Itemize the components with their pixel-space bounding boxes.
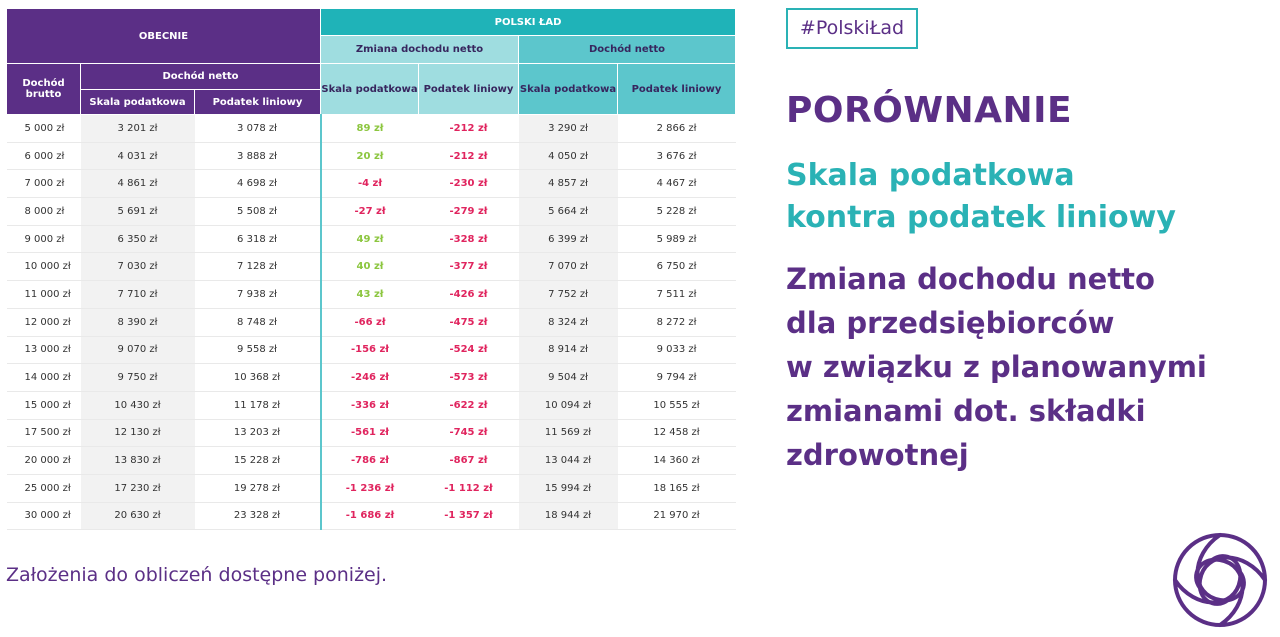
cell-change-scale: -27 zł	[321, 198, 419, 226]
table-row	[7, 253, 736, 281]
cell-new-scale: 5 664 zł	[519, 198, 618, 226]
table-body	[7, 115, 736, 530]
cell-current-flat: 7 128 zł	[195, 253, 321, 281]
cell-gross-income: 7 000 zł	[7, 170, 81, 198]
cell-change-scale: -1 236 zł	[321, 474, 419, 502]
cell-current-scale: 4 861 zł	[81, 170, 195, 198]
cell-current-scale: 12 130 zł	[81, 419, 195, 447]
cell-new-scale: 7 752 zł	[519, 281, 618, 309]
header-change-net-income: Zmiana dochodu netto	[321, 36, 519, 64]
cell-current-flat: 19 278 zł	[195, 474, 321, 502]
cell-change-scale: -1 686 zł	[321, 502, 419, 530]
cell-change-flat: -475 zł	[419, 308, 519, 336]
cell-change-flat: -328 zł	[419, 225, 519, 253]
cell-current-flat: 7 938 zł	[195, 281, 321, 309]
cell-current-flat: 3 078 zł	[195, 115, 321, 143]
body-line-3: w związku z planowanymi	[786, 350, 1207, 384]
cell-current-scale: 6 350 zł	[81, 225, 195, 253]
table-row	[7, 170, 736, 198]
cell-current-flat: 4 698 zł	[195, 170, 321, 198]
cell-change-scale: 43 zł	[321, 281, 419, 309]
cell-current-flat: 5 508 zł	[195, 198, 321, 226]
cell-current-flat: 10 368 zł	[195, 364, 321, 392]
cell-change-flat: -573 zł	[419, 364, 519, 392]
cell-new-scale: 4 857 zł	[519, 170, 618, 198]
cell-current-scale: 7 710 zł	[81, 281, 195, 309]
table-row	[7, 336, 736, 364]
cell-change-flat: -1 357 zł	[419, 502, 519, 530]
hashtag-badge: #PolskiŁad	[786, 8, 918, 49]
table-row	[7, 115, 736, 143]
cell-gross-income: 12 000 zł	[7, 308, 81, 336]
cell-change-flat: -377 zł	[419, 253, 519, 281]
cell-gross-income: 6 000 zł	[7, 142, 81, 170]
cell-current-scale: 13 830 zł	[81, 447, 195, 475]
cell-new-flat: 5 228 zł	[618, 198, 736, 226]
cell-new-flat: 8 272 zł	[618, 308, 736, 336]
cell-change-flat: -1 112 zł	[419, 474, 519, 502]
table-row	[7, 364, 736, 392]
cell-current-scale: 20 630 zł	[81, 502, 195, 530]
cell-new-scale: 8 324 zł	[519, 308, 618, 336]
cell-change-flat: -867 zł	[419, 447, 519, 475]
header-current-flat: Podatek liniowy	[195, 90, 321, 115]
cell-new-flat: 9 033 zł	[618, 336, 736, 364]
cell-gross-income: 9 000 zł	[7, 225, 81, 253]
body-line-2: dla przedsiębiorców	[786, 306, 1115, 340]
header-polski-lad: POLSKI ŁAD	[321, 9, 736, 36]
cell-new-flat: 3 676 zł	[618, 142, 736, 170]
cell-new-flat: 4 467 zł	[618, 170, 736, 198]
cell-change-flat: -230 zł	[419, 170, 519, 198]
body-line-5: zdrowotnej	[786, 438, 969, 472]
cell-new-scale: 18 944 zł	[519, 502, 618, 530]
cell-new-scale: 3 290 zł	[519, 115, 618, 143]
cell-gross-income: 14 000 zł	[7, 364, 81, 392]
cell-current-scale: 10 430 zł	[81, 391, 195, 419]
cell-new-flat: 10 555 zł	[618, 391, 736, 419]
cell-change-flat: -622 zł	[419, 391, 519, 419]
cell-change-scale: -66 zł	[321, 308, 419, 336]
table-row	[7, 474, 736, 502]
table-row	[7, 419, 736, 447]
cell-change-scale: -561 zł	[321, 419, 419, 447]
subheading-line-1: Skala podatkowa	[786, 158, 1075, 193]
cell-current-flat: 11 178 zł	[195, 391, 321, 419]
cell-change-scale: 40 zł	[321, 253, 419, 281]
income-comparison-table	[6, 8, 736, 530]
table-row	[7, 225, 736, 253]
cell-new-scale: 9 504 zł	[519, 364, 618, 392]
table-row	[7, 281, 736, 309]
cell-new-flat: 14 360 zł	[618, 447, 736, 475]
cell-change-flat: -426 zł	[419, 281, 519, 309]
cell-gross-income: 10 000 zł	[7, 253, 81, 281]
cell-gross-income: 17 500 zł	[7, 419, 81, 447]
cell-change-scale: -4 zł	[321, 170, 419, 198]
cell-change-scale: 20 zł	[321, 142, 419, 170]
header-current: OBECNIE	[7, 9, 321, 64]
cell-new-flat: 2 866 zł	[618, 115, 736, 143]
cell-new-flat: 12 458 zł	[618, 419, 736, 447]
cell-new-scale: 11 569 zł	[519, 419, 618, 447]
cell-new-flat: 9 794 zł	[618, 364, 736, 392]
cell-new-scale: 15 994 zł	[519, 474, 618, 502]
header-current-scale: Skala podatkowa	[81, 90, 195, 115]
cell-new-scale: 7 070 zł	[519, 253, 618, 281]
header-gross-income: Dochód brutto	[7, 64, 81, 115]
cell-current-scale: 4 031 zł	[81, 142, 195, 170]
table-row	[7, 502, 736, 530]
cell-new-scale: 10 094 zł	[519, 391, 618, 419]
cell-current-flat: 15 228 zł	[195, 447, 321, 475]
cell-current-scale: 8 390 zł	[81, 308, 195, 336]
spiral-logo-icon	[1170, 530, 1270, 630]
footnote: Założenia do obliczeń dostępne poniżej.	[6, 564, 388, 586]
cell-change-flat: -212 zł	[419, 115, 519, 143]
cell-gross-income: 30 000 zł	[7, 502, 81, 530]
cell-change-scale: -786 zł	[321, 447, 419, 475]
header-change-scale: Skala podatkowa	[321, 64, 419, 115]
cell-change-flat: -279 zł	[419, 198, 519, 226]
cell-new-scale: 13 044 zł	[519, 447, 618, 475]
table-row	[7, 308, 736, 336]
cell-change-scale: -246 zł	[321, 364, 419, 392]
cell-current-flat: 6 318 zł	[195, 225, 321, 253]
header-net-income-current: Dochód netto	[81, 64, 321, 90]
header-change-flat: Podatek liniowy	[419, 64, 519, 115]
table-row	[7, 198, 736, 226]
cell-new-flat: 7 511 zł	[618, 281, 736, 309]
header-net-income-new: Dochód netto	[519, 36, 736, 64]
cell-new-flat: 18 165 zł	[618, 474, 736, 502]
table-row	[7, 447, 736, 475]
cell-new-flat: 6 750 zł	[618, 253, 736, 281]
cell-current-scale: 3 201 zł	[81, 115, 195, 143]
cell-new-scale: 4 050 zł	[519, 142, 618, 170]
cell-current-flat: 8 748 zł	[195, 308, 321, 336]
cell-gross-income: 20 000 zł	[7, 447, 81, 475]
cell-gross-income: 15 000 zł	[7, 391, 81, 419]
body-line-1: Zmiana dochodu netto	[786, 262, 1155, 296]
body-line-4: zmianami dot. składki	[786, 394, 1146, 428]
cell-current-scale: 7 030 zł	[81, 253, 195, 281]
cell-current-scale: 9 070 zł	[81, 336, 195, 364]
table-row	[7, 391, 736, 419]
cell-current-scale: 5 691 zł	[81, 198, 195, 226]
cell-change-scale: -156 zł	[321, 336, 419, 364]
cell-change-flat: -212 zł	[419, 142, 519, 170]
page-title: PORÓWNANIE	[786, 90, 1073, 131]
cell-current-flat: 9 558 zł	[195, 336, 321, 364]
subheading-line-2: kontra podatek liniowy	[786, 200, 1176, 235]
header-new-scale: Skala podatkowa	[519, 64, 618, 115]
cell-new-scale: 6 399 zł	[519, 225, 618, 253]
cell-current-scale: 17 230 zł	[81, 474, 195, 502]
cell-gross-income: 13 000 zł	[7, 336, 81, 364]
cell-new-flat: 5 989 zł	[618, 225, 736, 253]
cell-current-flat: 13 203 zł	[195, 419, 321, 447]
cell-change-flat: -524 zł	[419, 336, 519, 364]
cell-current-flat: 3 888 zł	[195, 142, 321, 170]
cell-new-scale: 8 914 zł	[519, 336, 618, 364]
header-new-flat: Podatek liniowy	[618, 64, 736, 115]
cell-change-flat: -745 zł	[419, 419, 519, 447]
cell-current-scale: 9 750 zł	[81, 364, 195, 392]
cell-current-flat: 23 328 zł	[195, 502, 321, 530]
cell-change-scale: -336 zł	[321, 391, 419, 419]
cell-change-scale: 49 zł	[321, 225, 419, 253]
table-row	[7, 142, 736, 170]
cell-gross-income: 25 000 zł	[7, 474, 81, 502]
cell-new-flat: 21 970 zł	[618, 502, 736, 530]
cell-gross-income: 11 000 zł	[7, 281, 81, 309]
cell-gross-income: 8 000 zł	[7, 198, 81, 226]
cell-change-scale: 89 zł	[321, 115, 419, 143]
cell-gross-income: 5 000 zł	[7, 115, 81, 143]
